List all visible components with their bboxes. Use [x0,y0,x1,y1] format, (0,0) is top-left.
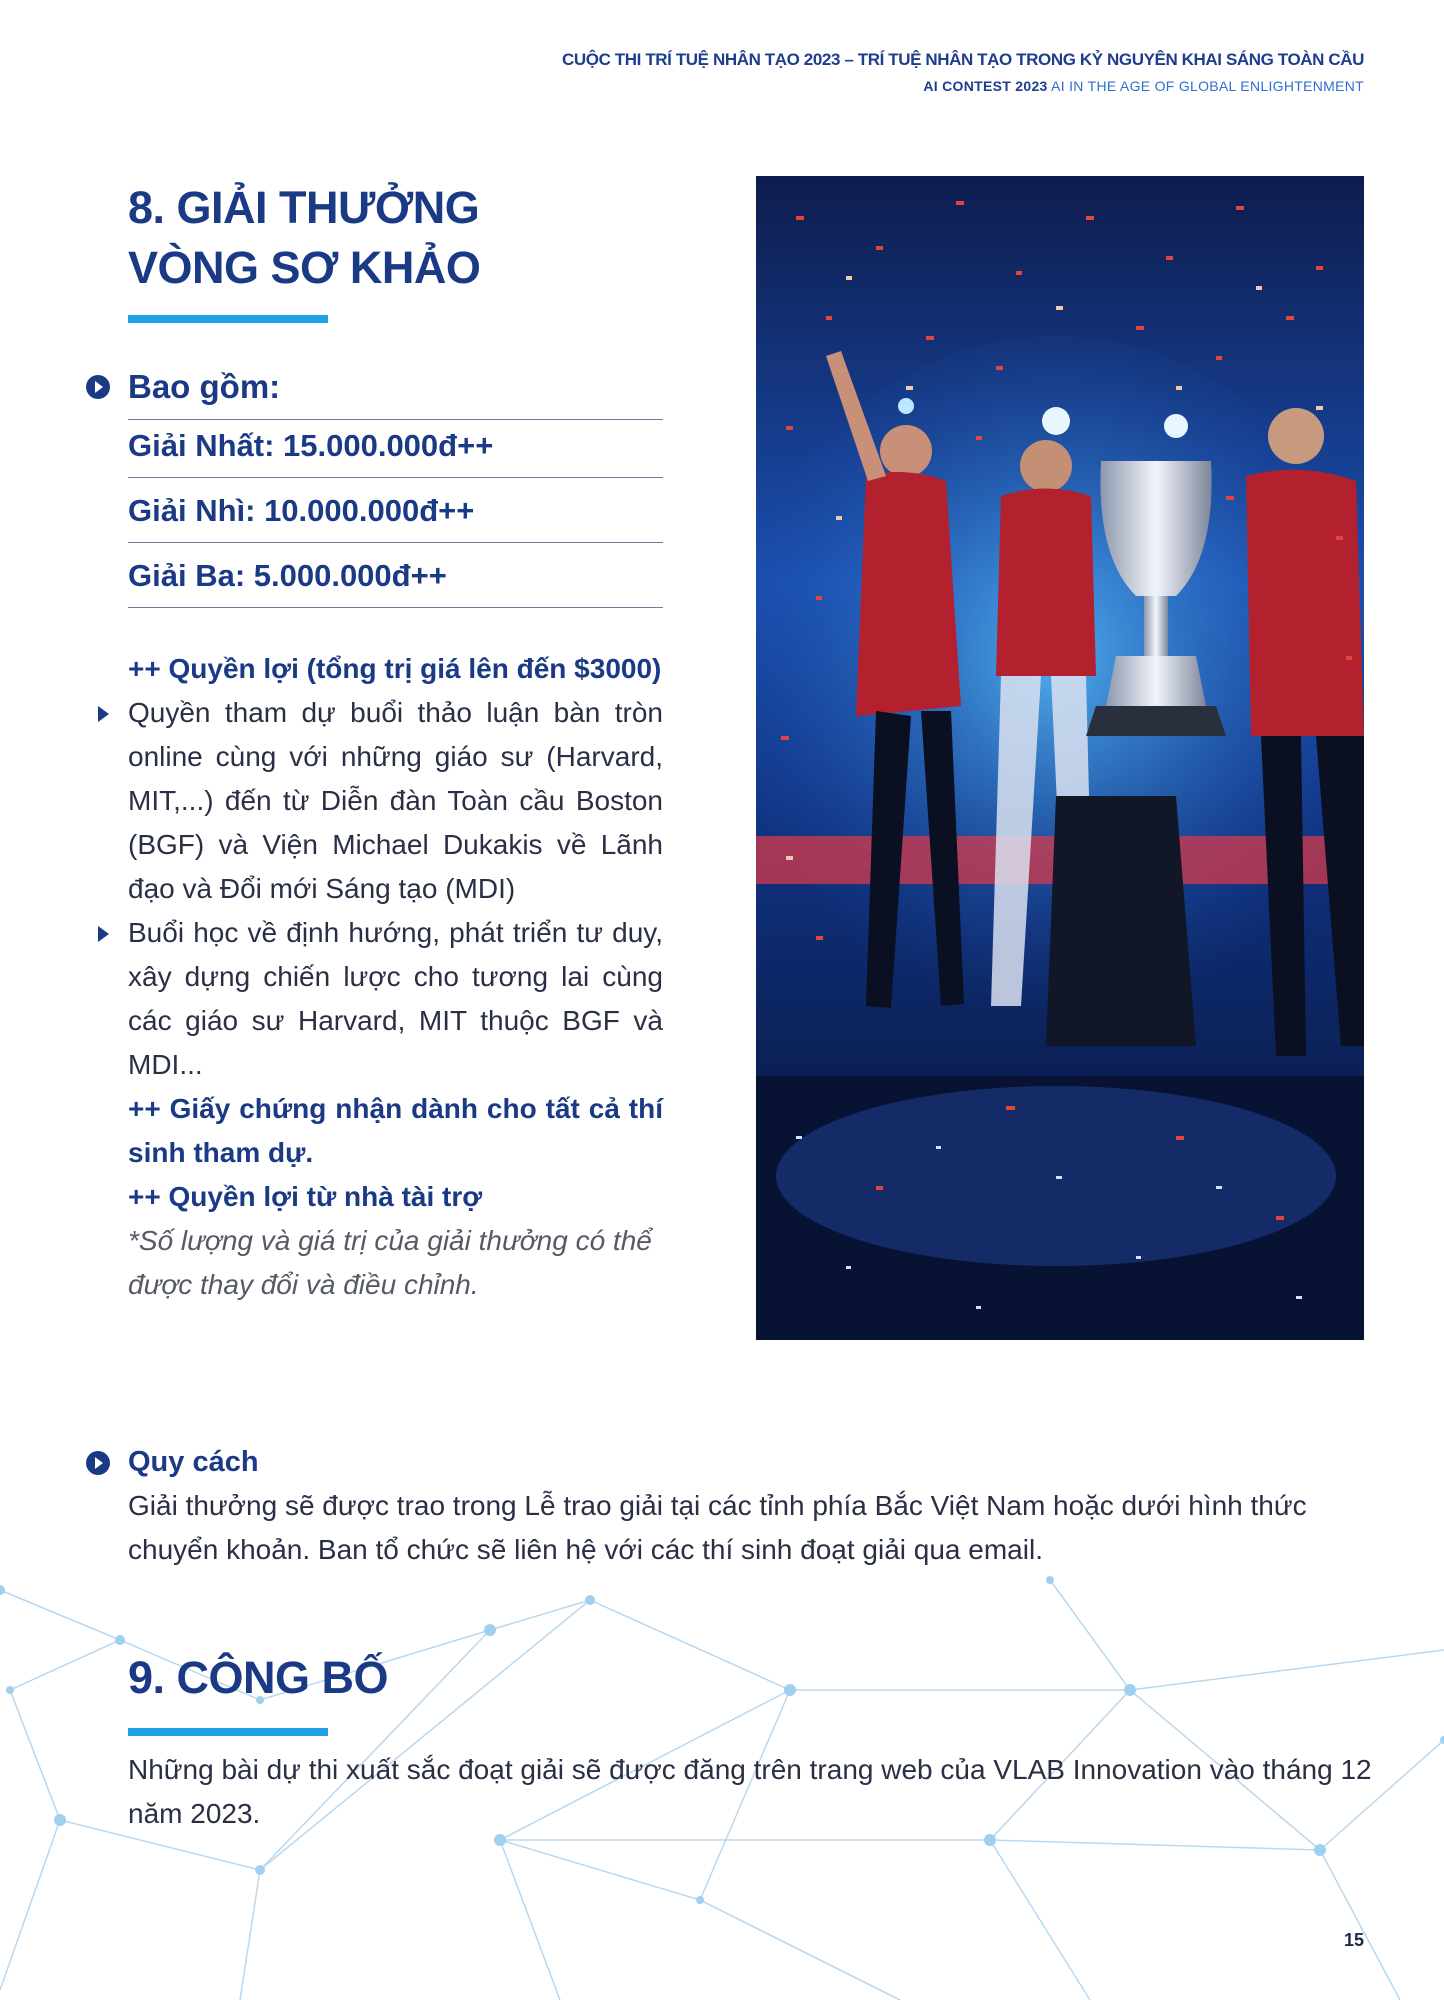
benefits-block [128,647,663,1307]
benefit-item-text: Buổi học về định hướng, phát triển tư duy, xây dựng chiến lược cho tương lai cùng các giáo sư Harvard, MIT thuộc BGF và MDI... [128,917,663,1080]
sponsor-text: ++ Quyền lợi từ nhà tài trợ [128,1181,483,1212]
benefit-item [128,911,663,1087]
page-number: 15 [1343,1930,1364,1950]
benefit-item-text: Quyền tham dự buổi thảo luận bàn tròn online cùng với những giáo sư (Harvard, MIT,...) đến từ Diễn đàn Toàn cầu Boston (BGF) và Viện Michael Dukakis về Lãnh đạo và Đổi mới Sáng tạo (MDI) [128,697,663,904]
includes-heading [86,368,280,406]
section-8-title-line1: 8. GIẢI THƯỞNG [128,182,480,233]
format-label: Quy cách [128,1446,259,1478]
trophy-celebration-photo [756,176,1364,1340]
section-8-title-line2: VÒNG SƠ KHẢO [128,242,481,293]
section-9-underline [128,1728,328,1736]
prize-first: Giải Nhất: 15.000.000đ++ [128,413,663,478]
includes-label: Bao gồm: [128,368,281,405]
section-8-underline [128,315,328,323]
format-text: Giải thưởng sẽ được trao trong Lễ trao giải tại các tỉnh phía Bắc Việt Nam hoặc dưới hình thức chuyển khoản. Ban tổ chức sẽ liên hệ với các thí sinh đoạt giải qua email. [128,1490,1307,1565]
circle-play-icon [86,375,110,399]
prize-second: Giải Nhì: 10.000.000đ++ [128,478,663,543]
section-8-title [128,178,480,298]
triangle-bullet-icon [98,926,109,942]
header-title-vi: CUỘC THI TRÍ TUỆ NHÂN TẠO 2023 – TRÍ TUỆ NHÂN TẠO TRONG KỶ NGUYÊN KHAI SÁNG TOÀN CẦU [562,50,1364,69]
prize-note: *Số lượng và giá trị của giải thưởng có thể được thay đổi và điều chỉnh. [128,1225,652,1300]
triangle-bullet-icon [98,706,109,722]
benefits-heading: ++ Quyền lợi (tổng trị giá lên đến $3000) [128,653,662,684]
prize-third: Giải Ba: 5.000.000đ++ [128,543,663,608]
certificate-text: ++ Giấy chứng nhận dành cho tất cả thí sinh tham dự. [128,1093,663,1168]
header-subtitle: AI IN THE AGE OF GLOBAL ENLIGHTENMENT [1047,78,1364,94]
benefit-item [128,691,663,911]
prize-list [128,413,663,608]
section-9-title: 9. CÔNG BỐ [128,1652,389,1703]
format-heading [86,1446,259,1479]
header-contest-name: AI CONTEST 2023 [923,78,1048,94]
page-header [562,50,1364,94]
circle-play-icon [86,1451,110,1475]
header-title-en [562,78,1364,94]
section-9-text: Những bài dự thi xuất sắc đoạt giải sẽ được đăng trên trang web của VLAB Innovation vào tháng 12 năm 2023. [128,1754,1372,1829]
